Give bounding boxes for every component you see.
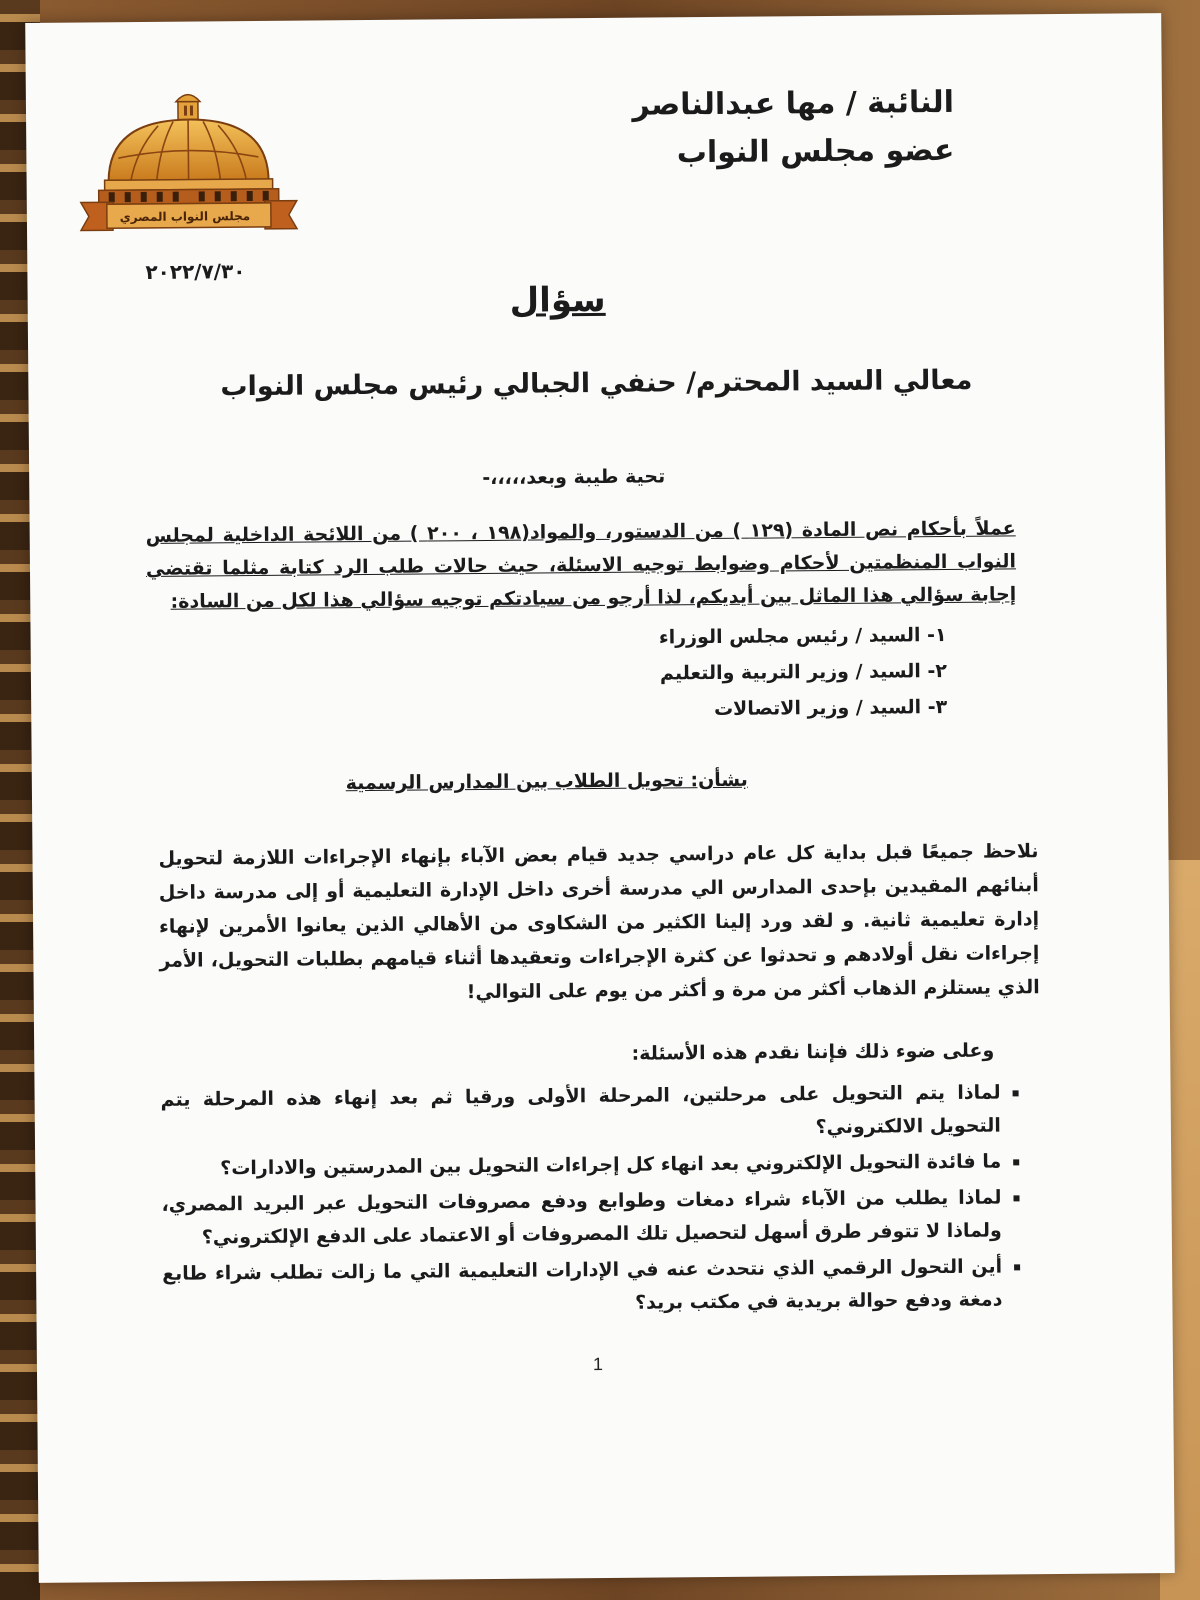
greeting: تحية طيبة وبعد،،،،،-: [482, 465, 666, 490]
page-number: 1: [592, 1353, 604, 1375]
question-item: ▪ ما فائدة التحويل الإلكتروني بعد انهاء كل إجراءات التحويل بين المدرستين والادارات؟: [161, 1146, 1001, 1186]
question-item: ▪ لماذا يطلب من الآباء شراء دمغات وطوابع ودفع مصروفات التحويل عبر البريد المصري، ولماذا لا تتوفر طرق أسهل لتحصيل تلك المصروفات أو الاعتماد على الدفع الإلكتروني؟: [161, 1182, 1002, 1255]
questions-intro: وعلى ضوء ذلك فإننا نقدم هذه الأسئلة:: [631, 1039, 995, 1065]
recipient-item: ٢- السيد / وزير التربية والتعليم: [659, 659, 948, 685]
subject-line: بشأن: تحويل الطلاب بين المدارس الرسمية: [345, 768, 748, 795]
document-title: سؤال: [509, 279, 606, 321]
recipient-item: ٣- السيد / وزير الاتصالات: [713, 695, 948, 721]
question-item: ▪ لماذا يتم التحويل على مرحلتين، المرحلة الأولى ورقيا ثم بعد إنهاء هذه المرحلة يتم التحويل الالكتروني؟: [160, 1077, 1001, 1150]
sender-title: عضو مجلس النواب: [676, 132, 955, 171]
recipients-list: [546, 617, 947, 728]
logo-caption: مجلس النواب المصري: [119, 209, 251, 225]
recipient-item: ١- السيد / رئيس مجلس الوزراء: [658, 623, 947, 649]
questions-list: [160, 1076, 1032, 1327]
document-page: [25, 13, 1175, 1583]
sender-name: النائبة / مها عبدالناصر: [632, 84, 955, 123]
intro-paragraph: عملاً بأحكام نص المادة (١٢٩ ) من الدستور، والمواد(١٩٨ ، ٢٠٠ ) من اللائحة الداخلية لمجلس النواب المنظمتين لأحكام وضوابط توجيه الاسئلة، حيث حالات طلب الرد كتابة مثلما تقتضي إجابة سؤالي هذا الماثل بين أيديكم، لذا أرجو من سيادتكم توجيه سؤالي هذا لكل من السادة:: [145, 517, 1017, 613]
question-item: ▪ أين التحول الرقمي الذي نتحدث عنه في الإدارات التعليمية التي ما زالت تطلب شراء طابع دمغة ودفع حوالة بريدية في مكتب بريد؟: [162, 1251, 1003, 1324]
body-paragraph: نلاحظ جميعًا قبل بداية كل عام دراسي جديد قيام بعض الآباء بإنهاء الإجراءات اللازمة لتحويل أبنائهم المقيدين بإحدى المدارس الي مدرسة أخرى داخل الإدارة التعليمية أو إلى مدرسة داخل إدارة تعليمية ثانية. و لقد ورد إلينا الكثير من الشكاوى من الأهالي الذين يعانوا الأمرين لإنهاء إجراءات نقل أولادهم و تحدثوا عن كثرة الإجراءات وتعقيدها أثناء قيامهم بطلبات التحويل، الأمر الذي يستلزم الذهاب أكثر من مرة و أكثر من يوم على التوالي!: [158, 840, 1040, 1004]
document-date: ٢٠٢٢/٧/٣٠: [145, 259, 246, 284]
addressee-line: معالي السيد المحترم/ حنفي الجبالي رئيس مجلس النواب: [220, 364, 973, 403]
